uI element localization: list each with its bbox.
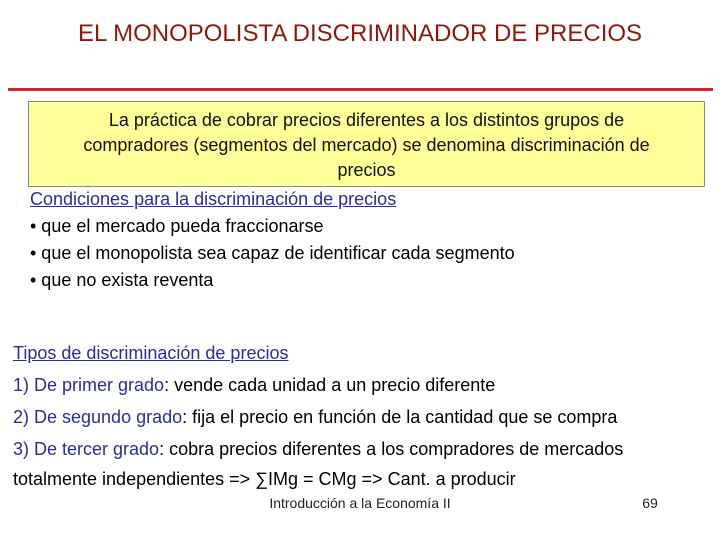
type-text-1: : vende cada unidad a un precio diferente xyxy=(164,375,496,395)
type-label-1: 1) De primer grado xyxy=(13,375,165,395)
type-item-3 xyxy=(13,433,713,465)
title-divider xyxy=(8,88,713,91)
definition-line-2: compradores (segmentos del mercado) se denomina discriminación de xyxy=(83,135,650,155)
types-section xyxy=(13,337,713,493)
footer-page-number: 69 xyxy=(642,495,658,511)
type-item-1 xyxy=(13,369,713,401)
conditions-section xyxy=(30,186,690,294)
condition-item-1: • que el mercado pueda fraccionarse xyxy=(30,216,324,236)
definition-line-3: precios xyxy=(337,160,396,180)
definition-line-1: La práctica de cobrar precios diferentes a los distintos grupos de xyxy=(108,110,625,130)
footer-course-title: Introducción a la Economía II xyxy=(269,495,451,511)
types-heading-link[interactable]: Tipos de discriminación de precios xyxy=(13,343,289,363)
condition-item-3: • que no exista reventa xyxy=(30,270,214,290)
type-text-3: : cobra precios diferentes a los compradores de mercados xyxy=(159,439,624,459)
type-label-2: 2) De segundo grado xyxy=(13,407,183,427)
page-title: EL MONOPOLISTA DISCRIMINADOR DE PRECIOS xyxy=(77,20,643,47)
type-item-2 xyxy=(13,401,713,433)
condition-item-2: • que el monopolista sea capaz de identificar cada segmento xyxy=(30,243,515,263)
definition-box xyxy=(28,101,705,187)
type-label-3: 3) De tercer grado xyxy=(13,439,160,459)
type-text-2: : fija el precio en función de la cantidad que se compra xyxy=(182,407,618,427)
conditions-heading-link[interactable]: Condiciones para la discriminación de precios xyxy=(30,189,397,209)
type-item-3-continuation: totalmente independientes => ∑IMg = CMg => Cant. a producir xyxy=(13,469,516,489)
